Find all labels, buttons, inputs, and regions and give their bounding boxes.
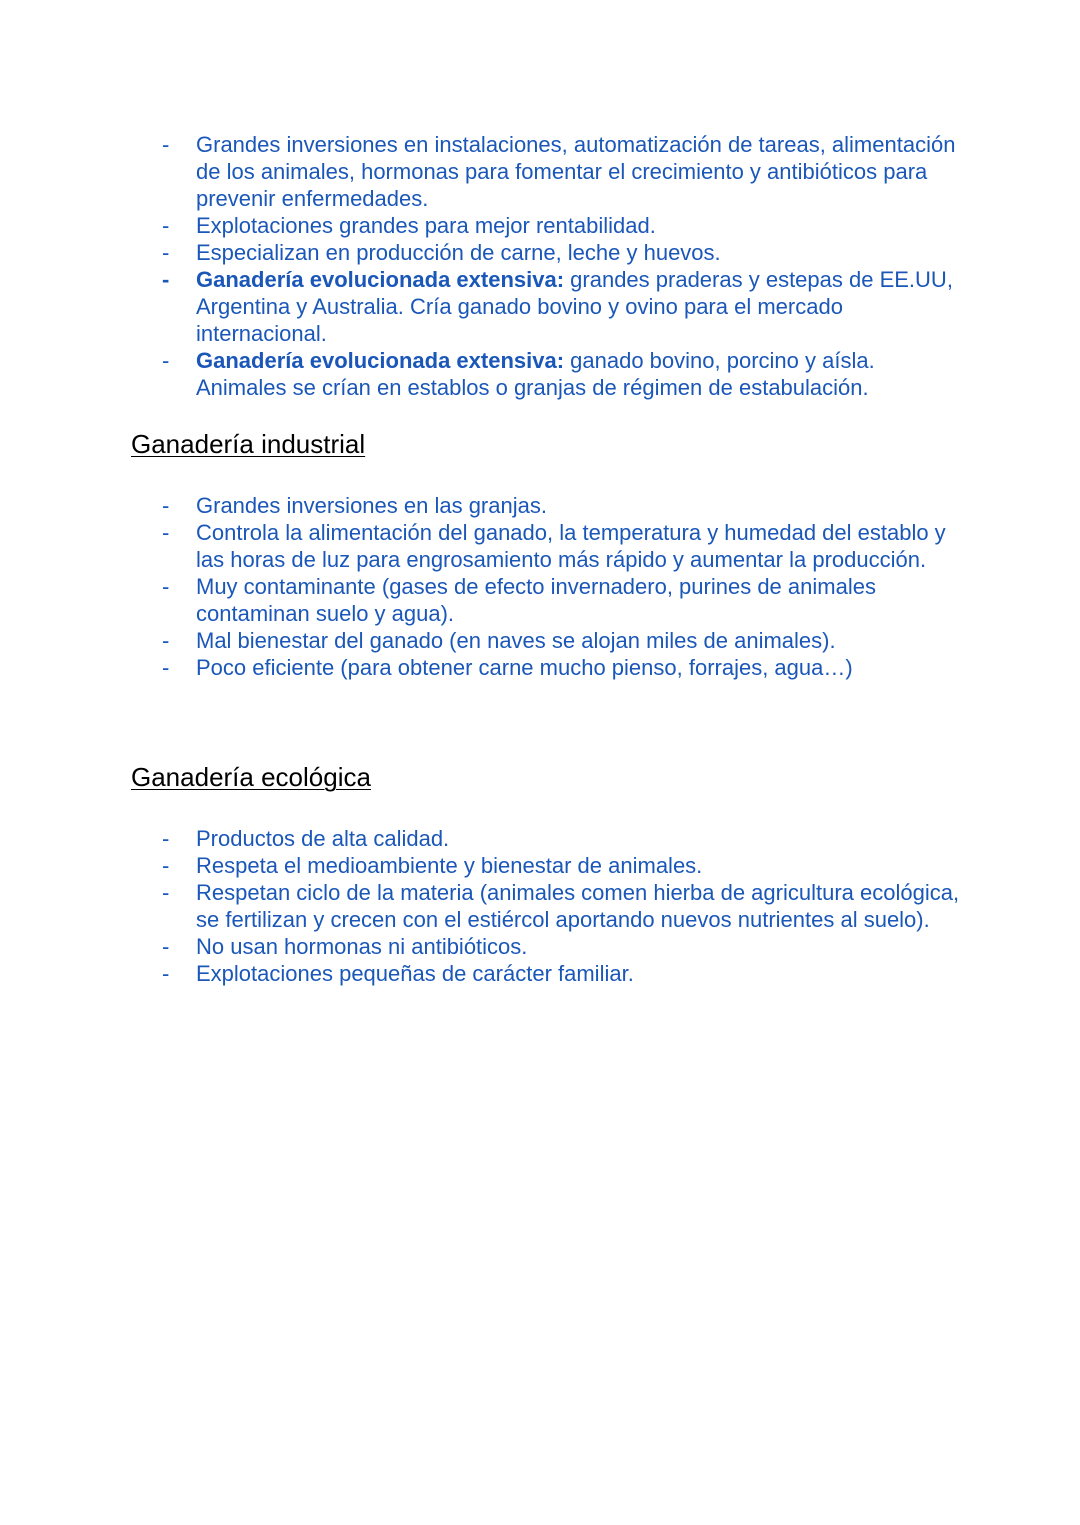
list-item (160, 960, 960, 987)
list-dash: - (162, 628, 170, 653)
list-item-text: Controla la alimentación del ganado, la temperatura y humedad del establo y las horas de luz para engrosamiento más rápido y aumentar la producción. (196, 520, 946, 572)
list-dash: - (162, 520, 170, 545)
list-item (160, 879, 960, 933)
ecologica-list (160, 825, 960, 987)
list-dash: - (162, 348, 170, 373)
list-item (160, 933, 960, 960)
list-item (160, 654, 960, 681)
list-dash: - (162, 132, 170, 157)
heading-ganaderia-ecologica: Ganadería ecológica (131, 762, 371, 792)
list-item-text: grandes praderas y estepas de EE.UU, Argentina y Australia. Cría ganado bovino y ovino para el mercado internacional. (196, 267, 953, 346)
list-item-text: Explotaciones grandes para mejor rentabilidad. (196, 213, 656, 238)
list-item (160, 627, 960, 654)
list-dash: - (162, 213, 170, 238)
list-item-text: Poco eficiente (para obtener carne mucho pienso, forrajes, agua…) (196, 655, 853, 680)
list-item-text: Grandes inversiones en las granjas. (196, 493, 547, 518)
list-item (160, 266, 960, 347)
list-item (160, 212, 960, 239)
list-dash: - (162, 240, 170, 265)
list-dash: - (162, 655, 170, 680)
list-item-text: ganado bovino, porcino y aísla. Animales se crían en establos o granjas de régimen de estabulación. (196, 348, 875, 400)
list-dash: - (162, 961, 170, 986)
list-dash: - (162, 574, 170, 599)
list-item-text: Explotaciones pequeñas de carácter familiar. (196, 961, 634, 986)
list-item (160, 239, 960, 266)
list-item-bold-label: Ganadería evolucionada extensiva: (196, 348, 565, 373)
list-item (160, 573, 960, 627)
heading-ganaderia-industrial: Ganadería industrial (131, 429, 366, 459)
intro-list (160, 131, 960, 401)
list-dash: - (162, 853, 170, 878)
list-item-text: Especializan en producción de carne, leche y huevos. (196, 240, 721, 265)
list-dash: - (162, 826, 170, 851)
list-item (160, 852, 960, 879)
list-item-text: Productos de alta calidad. (196, 826, 450, 851)
list-dash: - (162, 267, 170, 292)
list-item-text: Grandes inversiones en instalaciones, automatización de tareas, alimentación de los animales, hormonas para fomentar el crecimiento y antibióticos para prevenir enfermedades. (196, 132, 956, 211)
list-item-text: Muy contaminante (gases de efecto invernadero, purines de animales contaminan suelo y agua). (196, 574, 876, 626)
list-item (160, 825, 960, 852)
list-item-text: Respetan ciclo de la materia (animales comen hierba de agricultura ecológica, se fertilizan y crecen con el estiércol aportando nuevos nutrientes al suelo). (196, 880, 960, 932)
list-item (160, 492, 960, 519)
list-item-text: Respeta el medioambiente y bienestar de animales. (196, 853, 703, 878)
list-dash: - (162, 493, 170, 518)
list-item-text: Mal bienestar del ganado (en naves se alojan miles de animales). (196, 628, 836, 653)
list-dash: - (162, 934, 170, 959)
list-dash: - (162, 880, 170, 905)
list-item-bold-label: Ganadería evolucionada extensiva: (196, 267, 565, 292)
list-item-text: No usan hormonas ni antibióticos. (196, 934, 528, 959)
list-item (160, 347, 960, 401)
industrial-list (160, 492, 960, 681)
list-item (160, 131, 960, 212)
list-item (160, 519, 960, 573)
